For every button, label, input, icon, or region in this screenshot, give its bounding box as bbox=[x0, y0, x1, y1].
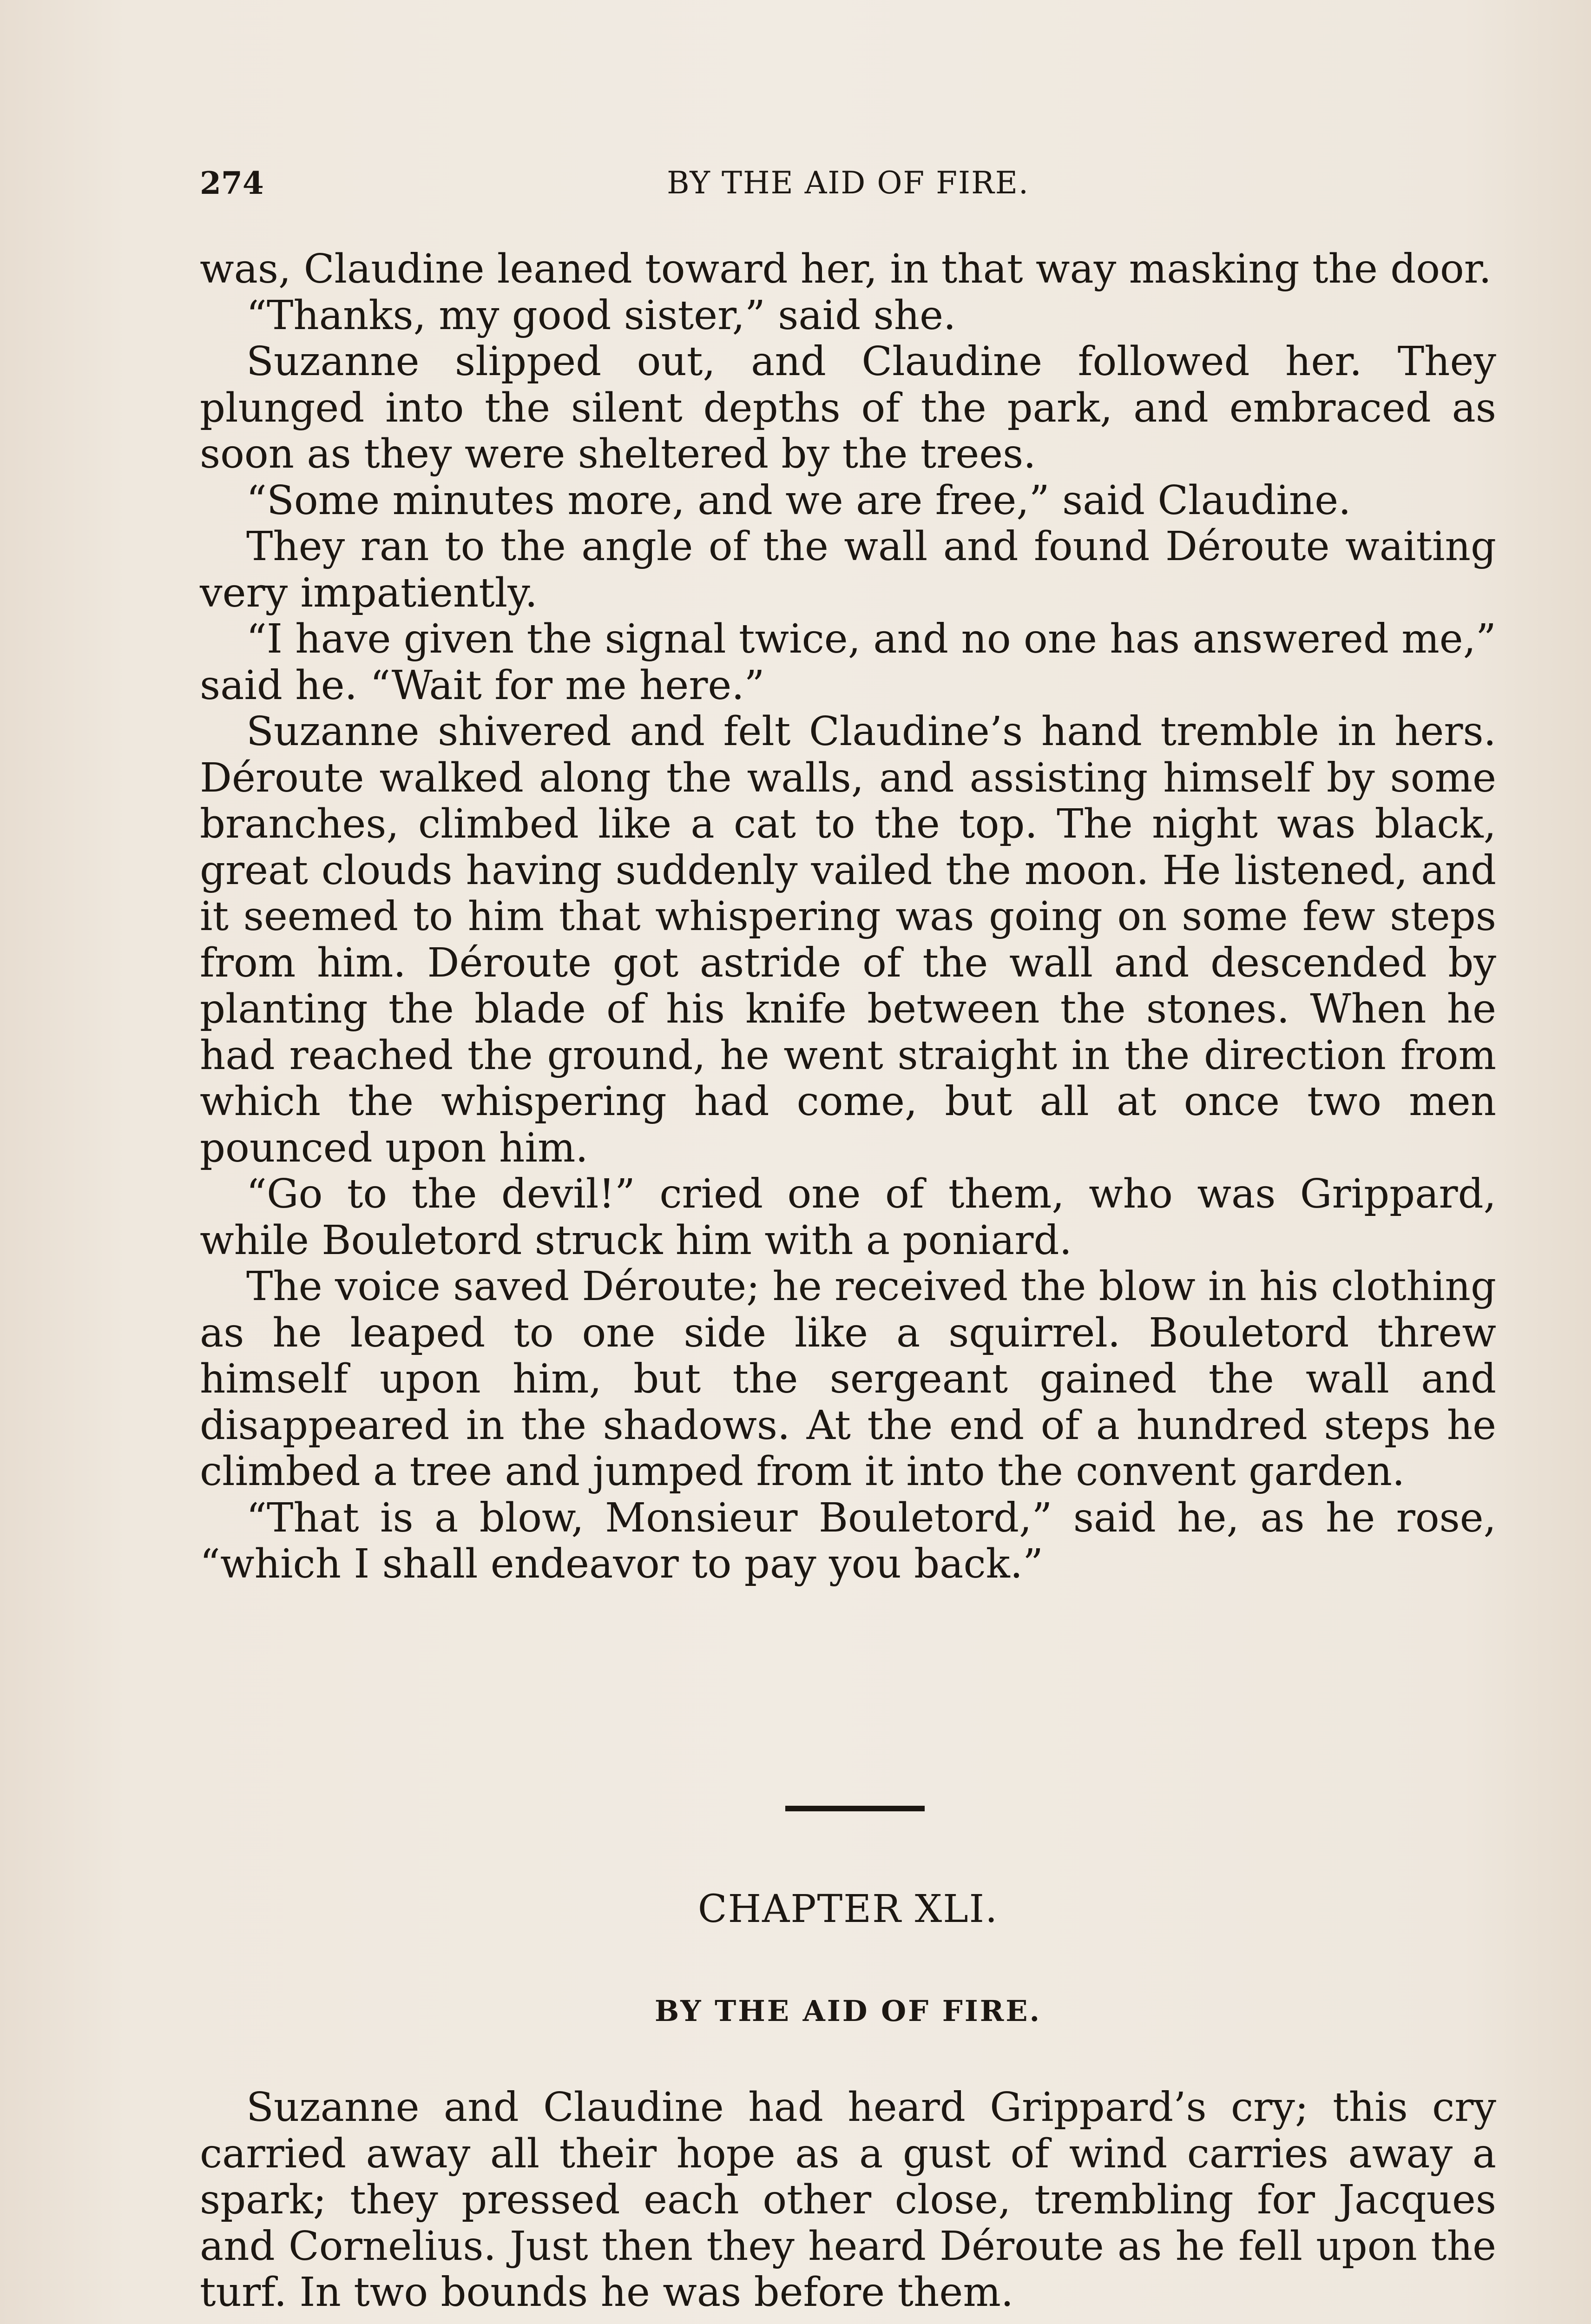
paragraph: Suzanne and Claudine had heard Grippard’s cry; this cry carried away all their hope as a gust of wind carries away a spark; they pressed each other close, trembling for Jacques and Cornelius. Just then they heard Déroute as he fell upon the turf. In two bounds he was before them. bbox=[200, 2084, 1496, 2316]
paragraph: They ran to the angle of the wall and found Déroute waiting very impatiently. bbox=[200, 523, 1496, 616]
running-title: BY THE AID OF FIRE. bbox=[667, 165, 1029, 201]
chapter-title: CHAPTER XLI. bbox=[697, 1887, 999, 1931]
paragraph: “Go to the devil!” cried one of them, who was Grippard, while Bouletord struck him with a poniard. bbox=[200, 1171, 1496, 1264]
running-head bbox=[200, 165, 1496, 207]
paragraph: “I have given the signal twice, and no one has answered me,” said he. “Wait for me here.” bbox=[200, 616, 1496, 709]
chapter-subtitle: BY THE AID OF FIRE. bbox=[654, 1994, 1042, 2028]
paragraph: Suzanne slipped out, and Claudine followed her. They plunged into the silent depths of the park, and embraced as soon as they were sheltered by the trees. bbox=[200, 338, 1496, 477]
paragraph: was, Claudine leaned toward her, in that way masking the door. bbox=[200, 246, 1492, 292]
section-divider-rule bbox=[785, 1806, 925, 1811]
paragraph: “That is a blow, Monsieur Bouletord,” said he, as he rose, “which I shall endeavor to pay you back.” bbox=[200, 1494, 1496, 1587]
paragraph: “Thanks, my good sister,” said she. bbox=[246, 292, 956, 339]
page-number: 274 bbox=[200, 165, 264, 201]
paragraph: Suzanne shivered and felt Claudine’s hand tremble in hers. Déroute walked along the walls, and assisting himself by some branches, climbed like a cat to the top. The night was black, great clouds having suddenly vailed the moon. He listened, and it seemed to him that whispering was going on some few steps from him. Déroute got astride of the wall and descended by planting the blade of his knife between the stones. When he had reached the ground, he went straight in the direction from which the whispering had come, but all at once two men pounced upon him. bbox=[200, 708, 1496, 1171]
paragraph: “Some minutes more, and we are free,” said Claudine. bbox=[246, 477, 1351, 524]
body-text bbox=[200, 246, 1496, 1588]
chapter-text bbox=[200, 2085, 1496, 2316]
paragraph: The voice saved Déroute; he received the blow in his clothing as he leaped to one side like a squirrel. Bouletord threw himself upon him, but the sergeant gained the wall and disappeared in the shadows. At the end of a hundred steps he climbed a tree and jumped from it into the convent garden. bbox=[200, 1263, 1496, 1495]
